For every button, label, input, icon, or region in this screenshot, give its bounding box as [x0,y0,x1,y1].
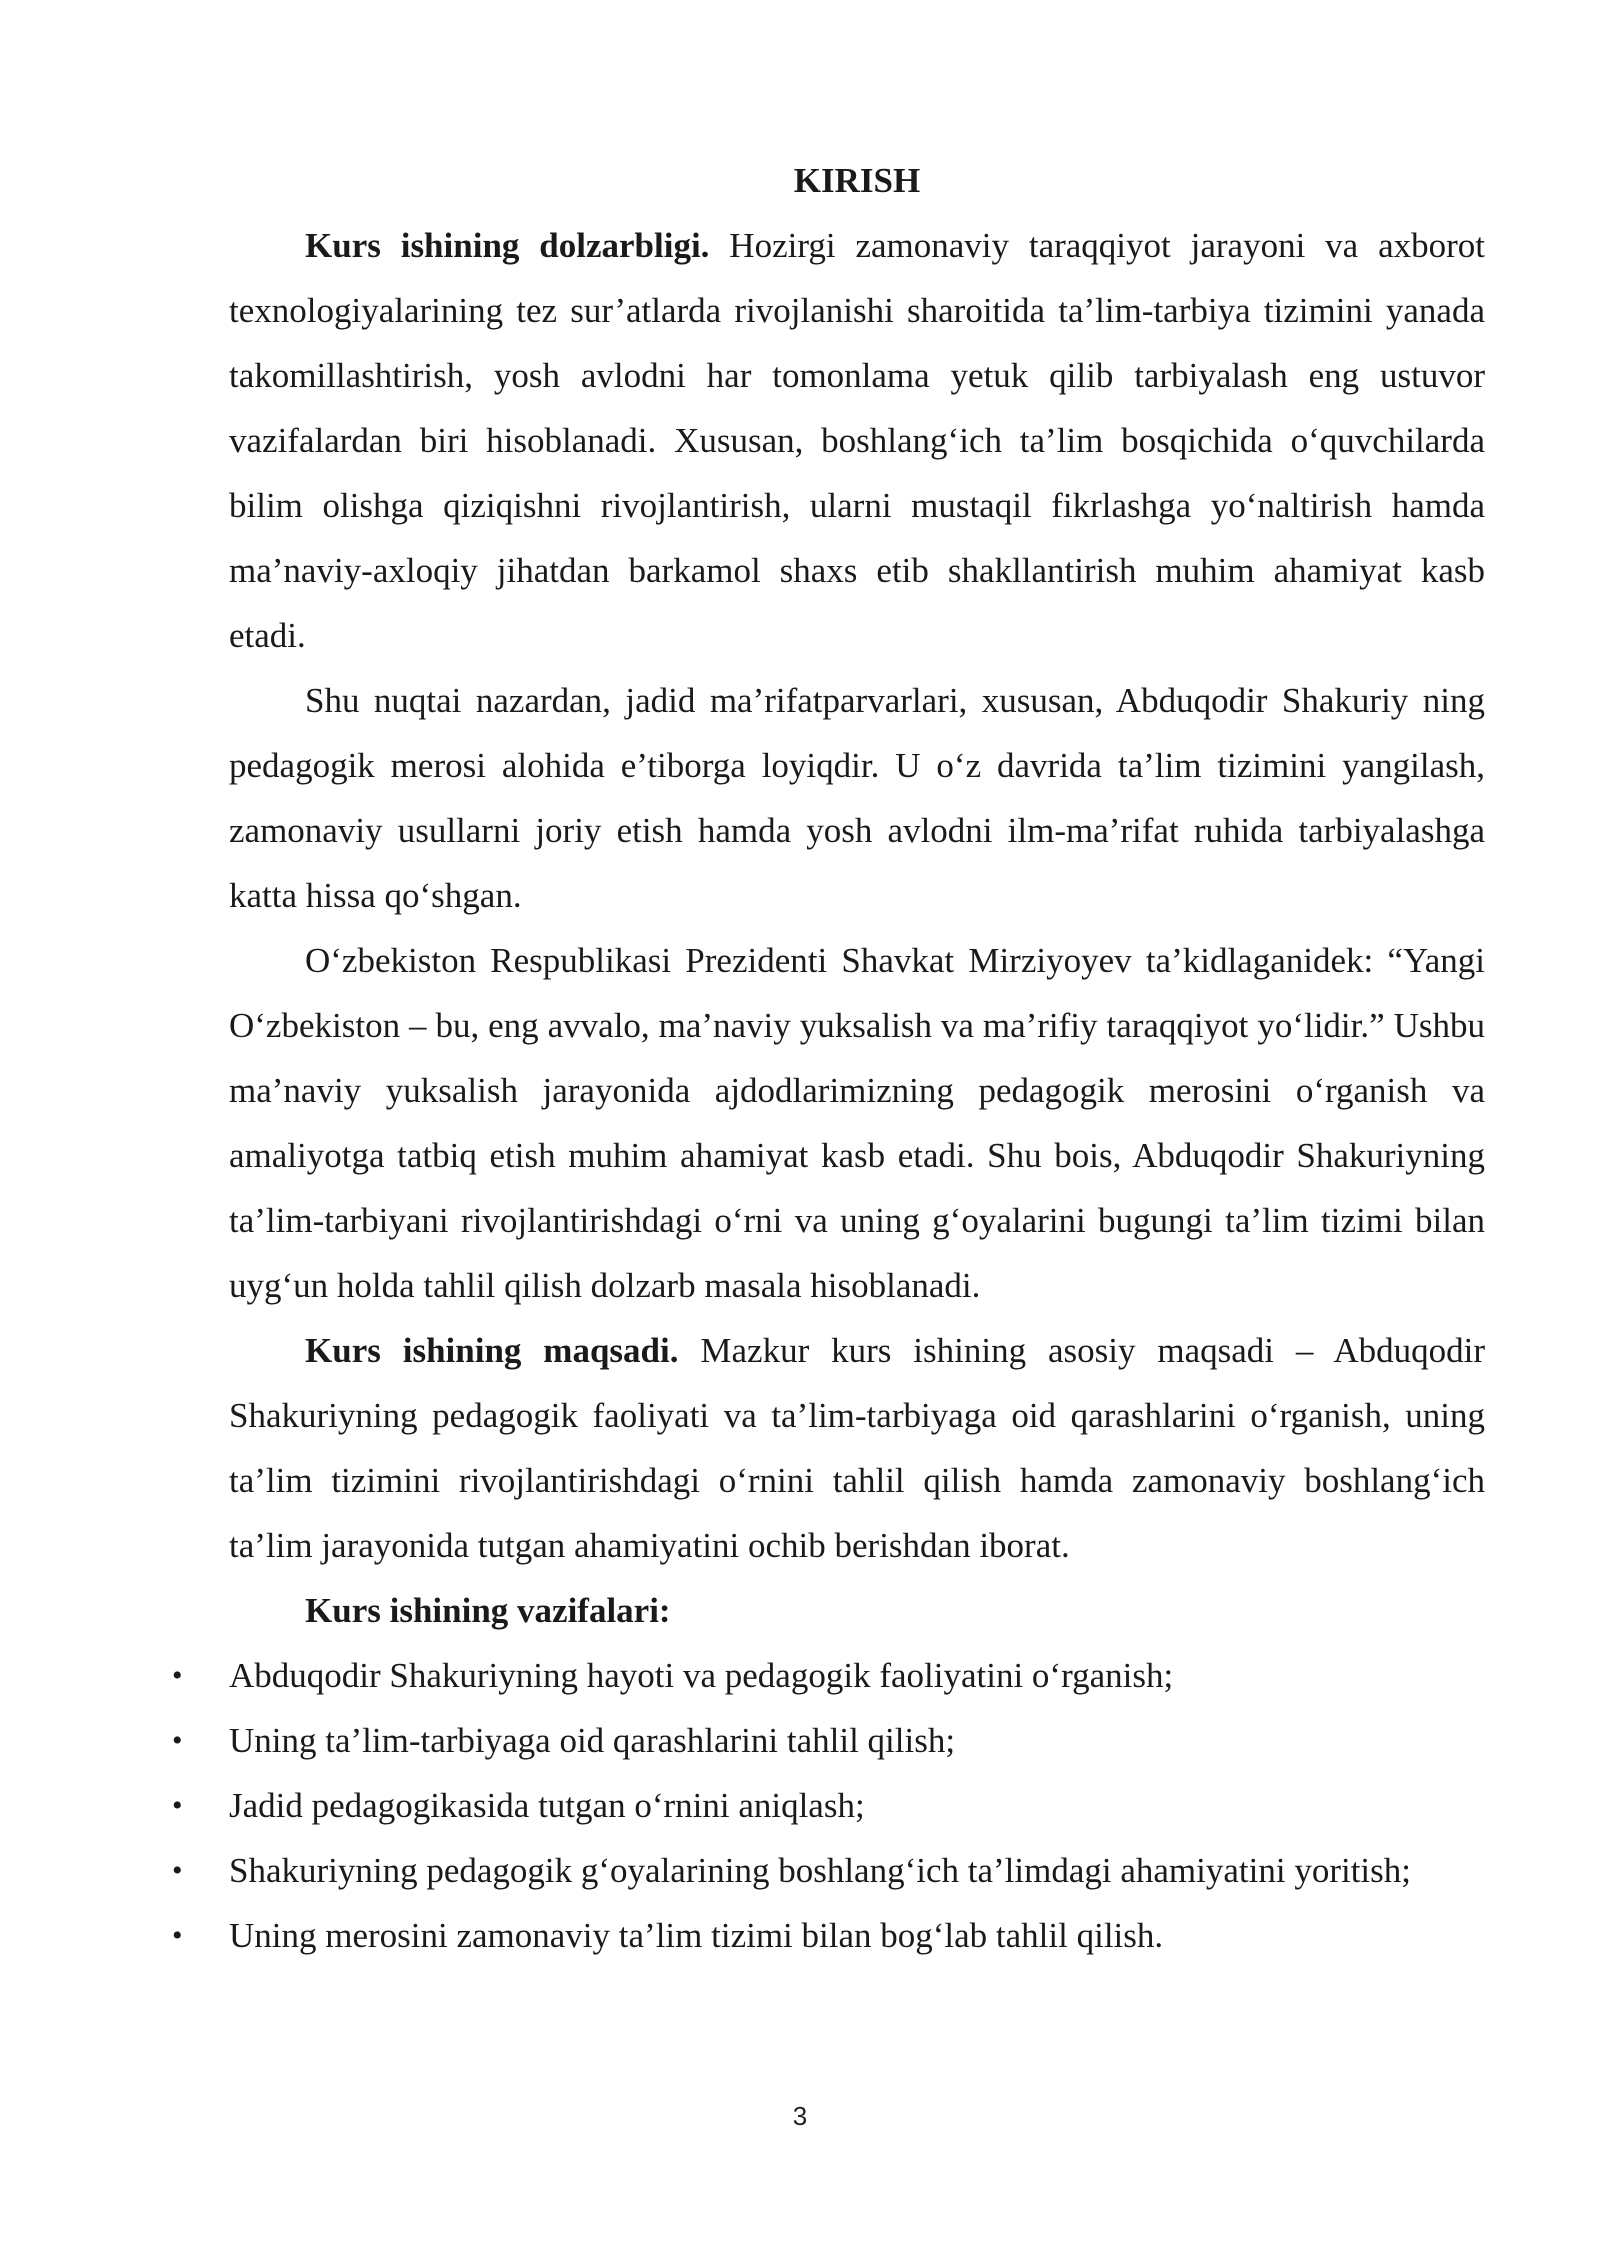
tasks-list [172,1643,1485,1968]
bullet-icon: • [172,1919,183,1952]
bullet-icon: • [172,1659,183,1692]
paragraph-text: Mazkur kurs ishining asosiy maqsadi – Abduqodir Shakuriyning pedagogik faoliyati va ta’lim-tarbiyaga oid qarashlarini o‘rganish, uning ta’lim tizimini rivojlantirishdagi o‘rnini tahlil qilish hamda zamonaviy boshlang‘ich ta’lim jarayonida tutgan ahamiyatini ochib berishdan iborat. [229,1331,1485,1565]
list-item [172,1838,1485,1903]
bullet-icon: • [172,1854,183,1887]
paragraph-lead: Kurs ishining maqsadi. [305,1331,679,1370]
list-item [172,1903,1485,1968]
page-number: 3 [792,2101,808,2131]
list-item [172,1643,1485,1708]
paragraph-president-quote [229,928,1485,1318]
paragraph-text: Shu nuqtai nazardan, jadid ma’rifatparvarlari, xususan, Abduqodir Shakuriy ning pedagogik merosi alohida e’tiborga loyiqdir. U o‘z davrida ta’lim tizimini yangilash, zamonaviy usullarni joriy etish hamda yosh avlodni ilm-ma’rifat ruhida tarbiyalashga katta hissa qo‘shgan. [229,681,1485,915]
list-item [172,1773,1485,1838]
paragraph-text: Hozirgi zamonaviy taraqqiyot jarayoni va axborot texnologiyalarining tez sur’atlarda rivojlanishi sharoitida ta’lim-tarbiya tizimini yanada takomillashtirish, yosh avlodni har tomonlama yetuk qilib tarbiyalash eng ustuvor vazifalardan biri hisoblanadi. Xususan, boshlang‘ich ta’lim bosqichida o‘quvchilarda bilim olishga qiziqishni rivojlantirish, ularni mustaqil fikrlashga yo‘naltirish hamda ma’naviy-axloqiy jihatdan barkamol shaxs etib shakllantirish muhim ahamiyat kasb etadi. [229,226,1485,655]
tasks-heading: Kurs ishining vazifalari: [305,1591,671,1630]
paragraph-heritage [229,668,1485,928]
paragraph-text: O‘zbekiston Respublikasi Prezidenti Shavkat Mirziyoyev ta’kidlaganidek: “Yangi O‘zbekiston – bu, eng avvalo, ma’naviy yuksalish va ma’rifiy taraqqiyot yo‘lidir.” Ushbu ma’naviy yuksalish jarayonida ajdodlarimizning pedagogik merosini o‘rganish va amaliyotga tatbiq etish muhim ahamiyat kasb etadi. Shu bois, Abduqodir Shakuriyning ta’lim-tarbiyani rivojlantirishdagi o‘rni va uning g‘oyalarini bugungi ta’lim tizimi bilan uyg‘un holda tahlil qilish dolzarb masala hisoblanadi. [229,941,1485,1305]
list-item-text: Abduqodir Shakuriyning hayoti va pedagogik faoliyatini o‘rganish; [229,1656,1174,1695]
page-content [172,148,1485,1968]
section-title: KIRISH [793,161,921,200]
list-item-text: Uning merosini zamonaviy ta’lim tizimi bilan bog‘lab tahlil qilish. [229,1916,1164,1955]
paragraph-lead: Kurs ishining dolzarbligi. [305,226,710,265]
list-item-text: Shakuriyning pedagogik g‘oyalarining boshlang‘ich ta’limdagi ahamiyatini yoritish; [229,1851,1411,1890]
paragraph-goal [229,1318,1485,1578]
list-item-text: Uning ta’lim-tarbiyaga oid qarashlarini tahlil qilish; [229,1721,956,1760]
list-item [172,1708,1485,1773]
bullet-icon: • [172,1789,183,1822]
list-item-text: Jadid pedagogikasida tutgan o‘rnini aniqlash; [229,1786,865,1825]
paragraph-relevance [229,213,1485,668]
bullet-icon: • [172,1724,183,1757]
